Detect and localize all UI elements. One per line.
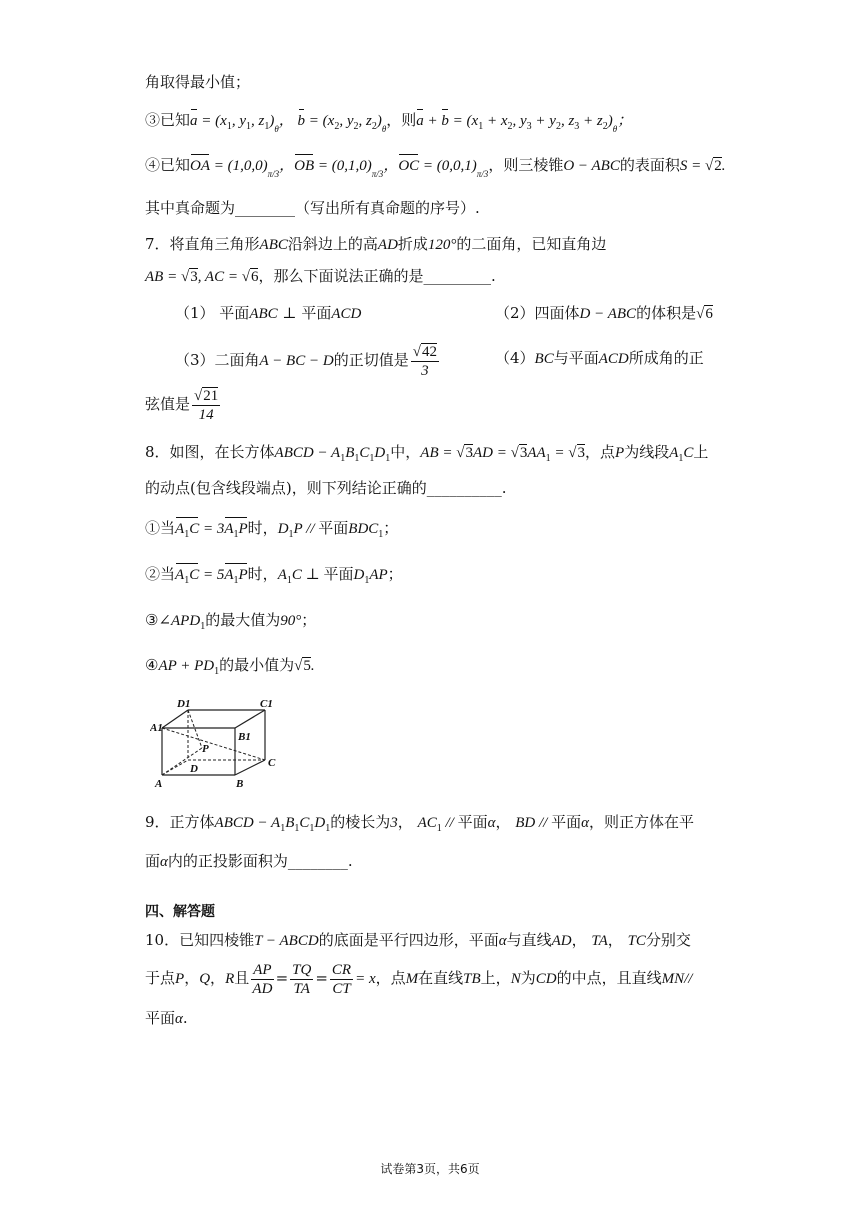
text: 与直线 [506, 931, 552, 949]
text: 时， [247, 565, 278, 583]
text: 上， [480, 969, 511, 987]
text: 的动点(包含线段端点)，则下列结论正确的__________. [145, 479, 507, 497]
statement-3 [145, 110, 632, 139]
q8-statement-3: $③\angle APD_1$的最大值为90°； [145, 611, 317, 632]
statement-4 [145, 155, 725, 184]
question-8-line2 [145, 478, 506, 498]
text: ，则正方体在平 [588, 813, 694, 831]
label-d1: D1 [177, 698, 191, 710]
question-10: 10．已知四棱锥T − ABCD的底面是平行四边形，平面α与直线AD， TA， TC分别交 [145, 931, 691, 949]
text: （1） 平面 [175, 304, 250, 322]
text: ④ [145, 656, 159, 674]
text: 所成角的正 [628, 349, 704, 367]
formula: $a = (x_1$, $y_1$, $z_1)_\theta$， $b = (x_2$, $y_2$, $z_2)_\theta$ [190, 113, 387, 134]
text: ，则三棱锥 [488, 156, 564, 174]
edge [235, 710, 265, 728]
label-c: C [268, 757, 276, 769]
option-3: （3）二面角A − BC − D的正切值是 $\frac{√42}{3}$ [175, 343, 437, 379]
text: 的中点，且直线 [556, 969, 662, 987]
question-10-line3: 平面α. [145, 1009, 188, 1027]
text: 沿斜边上的高 [287, 235, 378, 253]
text: 内的正投影面积为________. [167, 852, 353, 870]
question-7-line2 [145, 266, 496, 287]
text: 其中真命题为________（写出所有真命题的序号）. [145, 199, 480, 217]
text: ②当 [145, 565, 176, 583]
text: （3）二面角 [175, 351, 260, 369]
formula: O − ABC [563, 158, 620, 174]
text: 平面 [323, 565, 354, 583]
label-a: A [155, 778, 163, 790]
text: 上 [693, 443, 709, 461]
text-line [145, 198, 480, 218]
text: ，点 [375, 969, 406, 987]
page-footer: 试卷第3页，共6页 [380, 1162, 480, 1176]
text: 7．将直角三角形 [145, 235, 260, 253]
text-line [145, 72, 250, 92]
question-8: 8．如图，在长方体ABCD − $A_1B_1C_1D_1$中，AB = $√3AD = √3AA_1 = √3$，点P为线段$A_1C$上 [145, 443, 709, 464]
text: 的正切值是 [333, 351, 409, 369]
text: 角取得最小值； [145, 73, 251, 91]
text: 中， [390, 443, 421, 461]
q8-statement-2: ②当$A_1C = 5A_1P$时，$A_1C$ ⊥ 平面$D_1AP$； [145, 564, 403, 591]
text: 的最小值为 [219, 656, 295, 674]
question-9-line2: 面α内的正投影面积为________. [145, 852, 353, 870]
text: 折成 [397, 235, 428, 253]
text: 的最大值为 [205, 611, 281, 629]
option-4: （4）BC与平面ACD所成角的正 [495, 349, 704, 367]
label-d: D [190, 763, 198, 775]
formula: OA = $(1,0,0)_{\pi/3}$，OB = $(0,1,0)_{\pi/3}$，OC = $(0,0,1)_{\pi/3}$ [190, 158, 489, 179]
edge [235, 760, 265, 775]
question-10-line2: 于点P，Q，R且 $\frac{AP}{AD}$ = $\frac{TQ}{TA}$ = $\frac{CR}{CT}$ = x，点M在直线TB上，N为CD的中点，且直线MN// [145, 961, 693, 997]
label-b: B [236, 778, 244, 790]
section-heading: 四、解答题 [145, 904, 215, 920]
text: 面 [145, 852, 161, 870]
text: ，点 [585, 443, 616, 461]
text: 与平面 [553, 349, 599, 367]
text: ④已知 [145, 156, 191, 174]
text: 于点 [145, 969, 176, 987]
cuboid-figure [150, 690, 290, 790]
formula: AB = √3, AC = √6 [145, 269, 259, 285]
question-7: 7．将直角三角形ABC沿斜边上的高AD折成120°的二面角，已知直角边 [145, 235, 607, 253]
text: 弦值是 [145, 395, 191, 413]
text: 在直线 [418, 969, 464, 987]
formula: S = √2. [679, 158, 726, 174]
text: ③ [145, 611, 159, 629]
text: 平面 [318, 519, 349, 537]
label-p: P [202, 743, 209, 755]
option-2: （2）四面体D − ABC的体积是√6 [495, 304, 713, 322]
q8-statement-1: ①当$A_1C = 3A_1P$时，$D_1P$ // 平面$BDC_1$； [145, 518, 398, 545]
question-9: 9．正方体ABCD − $A_1B_1C_1D_1$的棱长为3， $AC_1$ // 平面α， BD // 平面α，则正方体在平 [145, 813, 694, 834]
text: 10．已知四棱锥 [145, 931, 255, 949]
text: 平面 [551, 813, 582, 831]
text: 平面 [457, 813, 488, 831]
text: ①当 [145, 519, 176, 537]
segment-d1p [188, 710, 202, 748]
text: （4） [495, 349, 535, 367]
hidden-edge [162, 760, 188, 775]
text: 且 [234, 969, 250, 987]
formula: $a + b = (x_1 + x_2$, $y_3 + y_2$, $z_3 + z_2)_\theta$； [416, 113, 633, 134]
option-4-cont: 弦值是 $\frac{√21}{14}$ [145, 387, 219, 423]
text: 平面 [145, 1009, 176, 1027]
text: ，那么下面说法正确的是_________. [258, 267, 496, 285]
text: 平面 [301, 304, 332, 322]
text: 为 [520, 969, 536, 987]
edge [162, 710, 188, 728]
text: 的棱长为 [330, 813, 391, 831]
text: 时， [247, 519, 278, 537]
option-1: （1） 平面ABC ⊥ 平面ACD [175, 304, 362, 322]
text: 为线段 [624, 443, 670, 461]
text: 的底面是平行四边形，平面 [318, 931, 499, 949]
text: 分别交 [645, 931, 691, 949]
label-b1: B1 [238, 731, 251, 743]
q8-statement-4: ④AP + $PD_1$的最小值为√5. [145, 656, 315, 677]
label-c1: C1 [260, 698, 273, 710]
text: ③已知 [145, 111, 191, 129]
label-a1: A1 [150, 722, 163, 734]
text: 的体积是 [636, 304, 697, 322]
text: 8．如图，在长方体 [145, 443, 275, 461]
text: 的二面角，已知直角边 [456, 235, 607, 253]
text: （2）四面体 [495, 304, 580, 322]
text: 的表面积 [619, 156, 680, 174]
text: ，则 [386, 111, 417, 129]
text: 9．正方体 [145, 813, 215, 831]
